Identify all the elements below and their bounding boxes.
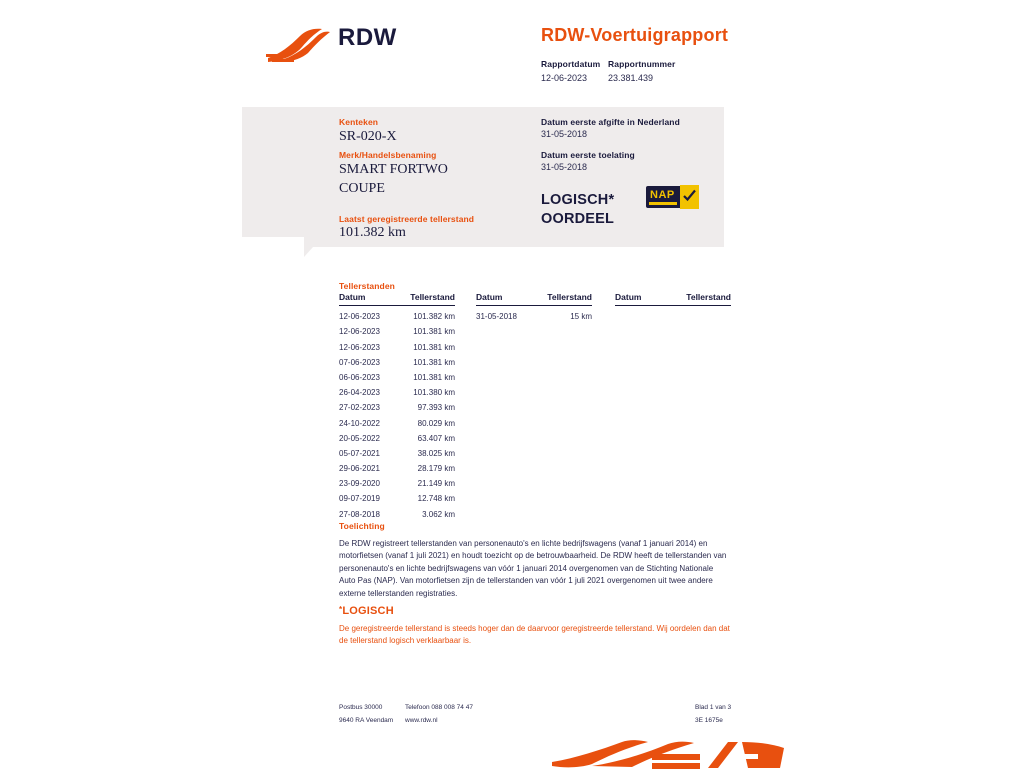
report-date-value: 12-06-2023: [541, 73, 588, 83]
logisch-heading-text: LOGISCH: [342, 605, 394, 617]
column-header-datum: Datum: [339, 292, 366, 302]
row-value: 3.062 km: [422, 509, 455, 519]
rdw-arrow-logo-icon: [266, 28, 332, 64]
row-value: 21.149 km: [417, 479, 455, 489]
row-value: 97.393 km: [417, 403, 455, 413]
table-header-row: [615, 292, 731, 306]
eerste-afgifte-label: Datum eerste afgifte in Nederland: [541, 117, 680, 127]
report-number-label: Rapportnummer: [608, 59, 676, 69]
kenteken-value: SR-020-X: [339, 129, 397, 144]
row-value: 15 km: [570, 312, 592, 322]
table-row: [339, 336, 455, 351]
kenteken-label: Kenteken: [339, 117, 379, 127]
table-row: [339, 397, 455, 412]
row-value: 101.381 km: [413, 357, 455, 367]
verdict-block: [541, 191, 614, 229]
table-row: [339, 473, 455, 488]
merk-label: Merk/Handelsbenaming: [339, 150, 437, 160]
footer-page-number: Blad 1 van 3: [695, 704, 732, 711]
row-value: 101.381 km: [413, 327, 455, 337]
row-value: 63.407 km: [417, 433, 455, 443]
row-date: 12-06-2023: [339, 327, 380, 337]
summary-notch-decoration: [242, 237, 304, 257]
report-date-label: Rapportdatum: [541, 59, 601, 69]
row-value: 38.025 km: [417, 448, 455, 458]
row-date: 31-05-2018: [476, 312, 517, 322]
nap-check-icon: [680, 185, 699, 209]
table-row: [339, 458, 455, 473]
report-number-field: [608, 59, 675, 83]
row-value: 101.381 km: [413, 372, 455, 382]
vehicle-summary-panel: [242, 107, 724, 247]
eerste-toelating-value: 31-05-2018: [541, 162, 588, 172]
table-row: [339, 382, 455, 397]
tellerstanden-title: Tellerstanden: [339, 281, 395, 291]
column-header-datum: Datum: [476, 292, 503, 302]
tellerstanden-column-1: [339, 292, 455, 519]
table-row: [339, 488, 455, 503]
row-date: 27-02-2023: [339, 403, 380, 413]
footer-website[interactable]: www.rdw.nl: [405, 717, 438, 724]
row-date: 27-08-2018: [339, 509, 380, 519]
table-row: [339, 352, 455, 367]
table-row: [339, 412, 455, 427]
footer-postcode: 9640 RA Veendam: [339, 717, 394, 724]
verdict-line1: LOGISCH*: [541, 192, 615, 208]
report-title: RDW-Voertuigrapport: [541, 25, 729, 45]
nap-badge-label: NAP: [650, 189, 675, 201]
table-row: [339, 367, 455, 382]
report-date-field: [541, 59, 600, 83]
row-date: 26-04-2023: [339, 388, 380, 398]
table-header-row: [339, 292, 455, 306]
column-header-tellerstand: Tellerstand: [686, 292, 731, 302]
row-value: 28.179 km: [417, 464, 455, 474]
row-value: 101.381 km: [413, 342, 455, 352]
table-row: [339, 306, 455, 321]
row-value: 80.029 km: [417, 418, 455, 428]
footer-code: 3E 1675e: [695, 717, 723, 724]
toelichting-body: De RDW registreert tellerstanden van personenauto's en lichte bedrijfswagens (vanaf 1 januari 2014) en motorfietsen (vanaf 1 juli 2021) en houdt toezicht op de betrouwbaarheid. De RDW heeft de tellerstanden van personenauto's en lichte bedrijfswagens van vóór 1 januari 2014 overgenomen van de Stichting Nationale Auto Pas (NAP). Van motorfietsen zijn de tellerstanden van vóór 1 juli 2021 overgenomen uit twee andere externe tellerstanden registraties.: [339, 539, 727, 598]
row-date: 09-07-2019: [339, 494, 380, 504]
row-date: 06-06-2023: [339, 372, 380, 382]
column-header-datum: Datum: [615, 292, 642, 302]
eerste-toelating-label: Datum eerste toelating: [541, 150, 635, 160]
eerste-afgifte-value: 31-05-2018: [541, 129, 588, 139]
table-header-row: [476, 292, 592, 306]
toelichting-title: Toelichting: [339, 521, 385, 531]
row-date: 20-05-2022: [339, 433, 380, 443]
tellerstanden-column-3: [615, 292, 731, 306]
column-header-tellerstand: Tellerstand: [410, 292, 455, 302]
footer-telefoon: Telefoon 088 008 74 47: [405, 704, 473, 711]
row-date: 07-06-2023: [339, 357, 380, 367]
logisch-body: De geregistreerde tellerstand is steeds hoger dan de daarvoor geregistreerde tellerstand. Wij oordelen dan dat de tellerstand logisch verklaarbaar is.: [339, 624, 730, 646]
table-row: [476, 306, 592, 321]
row-date: 29-06-2021: [339, 464, 380, 474]
laatste-tellerstand-label: Laatst geregistreerde tellerstand: [339, 214, 475, 224]
row-date: 12-06-2023: [339, 312, 380, 322]
footer-postbus: Postbus 30000: [339, 704, 383, 711]
logisch-star: *: [339, 605, 343, 614]
row-value: 12.748 km: [417, 494, 455, 504]
laatste-tellerstand-value: 101.382 km: [339, 225, 406, 240]
merk-value-line1: SMART FORTWO: [339, 162, 448, 177]
logisch-heading: [339, 605, 394, 617]
row-value: 101.382 km: [413, 312, 455, 322]
tellerstanden-column-2: [476, 292, 592, 321]
rdw-footer-logo-icon: [552, 740, 784, 770]
row-date: 05-07-2021: [339, 448, 380, 458]
row-date: 24-10-2022: [339, 418, 380, 428]
row-date: 23-09-2020: [339, 479, 380, 489]
report-number-value: 23.381.439: [608, 73, 654, 83]
column-header-tellerstand: Tellerstand: [547, 292, 592, 302]
table-row: [339, 443, 455, 458]
row-date: 12-06-2023: [339, 342, 380, 352]
rdw-wordmark: RDW: [338, 24, 397, 51]
row-value: 101.380 km: [413, 388, 455, 398]
nap-badge-underline: [649, 202, 677, 205]
merk-value-line2: COUPE: [339, 181, 385, 196]
table-row: [339, 503, 455, 518]
verdict-line2: OORDEEL: [541, 211, 615, 227]
table-row: [339, 321, 455, 336]
table-row: [339, 428, 455, 443]
